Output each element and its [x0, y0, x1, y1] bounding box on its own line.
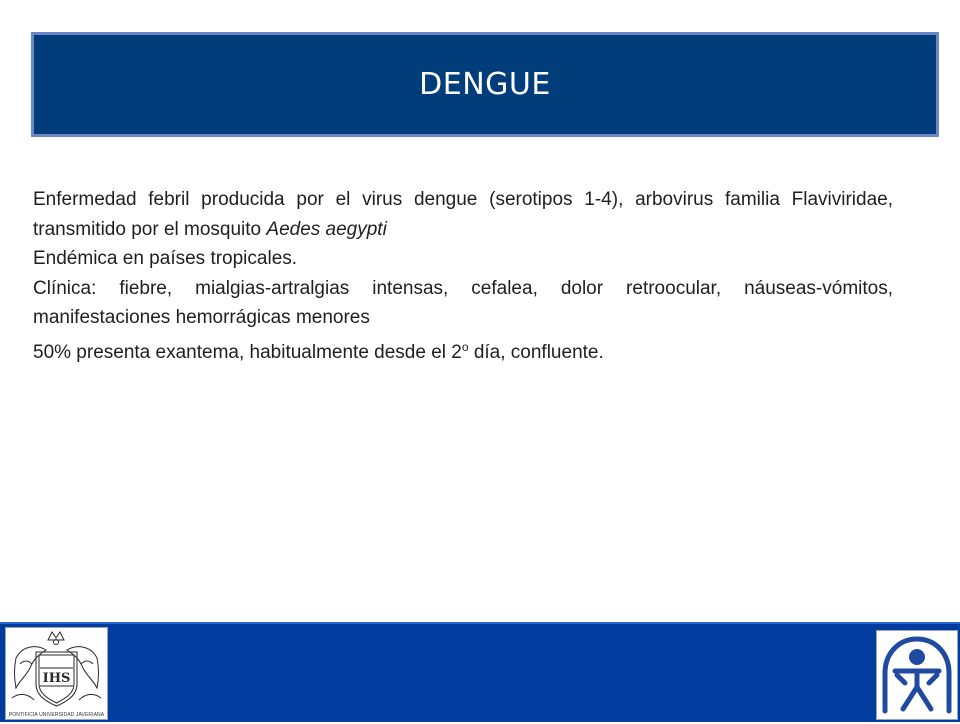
crest-icon: [6, 628, 107, 712]
body-paragraph-exanthem: [33, 333, 893, 368]
crest-monogram: IHS: [42, 671, 71, 686]
footer-bar: [0, 622, 960, 722]
university-caption: PONTIFICIA UNIVERSIDAD JAVERIANA: [8, 712, 105, 718]
human-figure-logo-icon: [877, 631, 957, 719]
exanthem-text-start: 50% presenta exantema, habitualmente desde el 2: [33, 341, 462, 363]
university-crest-logo: [5, 627, 108, 720]
exanthem-text-end: día, confluente.: [468, 341, 604, 363]
ordinal-superscript: o: [461, 339, 469, 354]
institution-logo: [876, 630, 958, 720]
title-banner: [31, 32, 939, 137]
definition-text: Enfermedad febril producida por el virus dengue (serotipos 1-4), arbovirus familia Flaviviridae, transmitido por el mosquito: [33, 189, 893, 240]
mosquito-species: Aedes aegypti: [266, 218, 387, 240]
body-paragraph-clinical: Clínica: fiebre, mialgias-artralgias intensas, cefalea, dolor retroocular, náuseas-vómitos, manifestaciones hemorrágicas menores: [33, 277, 893, 328]
body-paragraph-definition: [33, 185, 893, 244]
slide-body: [33, 185, 893, 367]
body-paragraph-endemic: Endémica en países tropicales.: [33, 248, 298, 269]
slide-title: DENGUE: [419, 67, 551, 102]
